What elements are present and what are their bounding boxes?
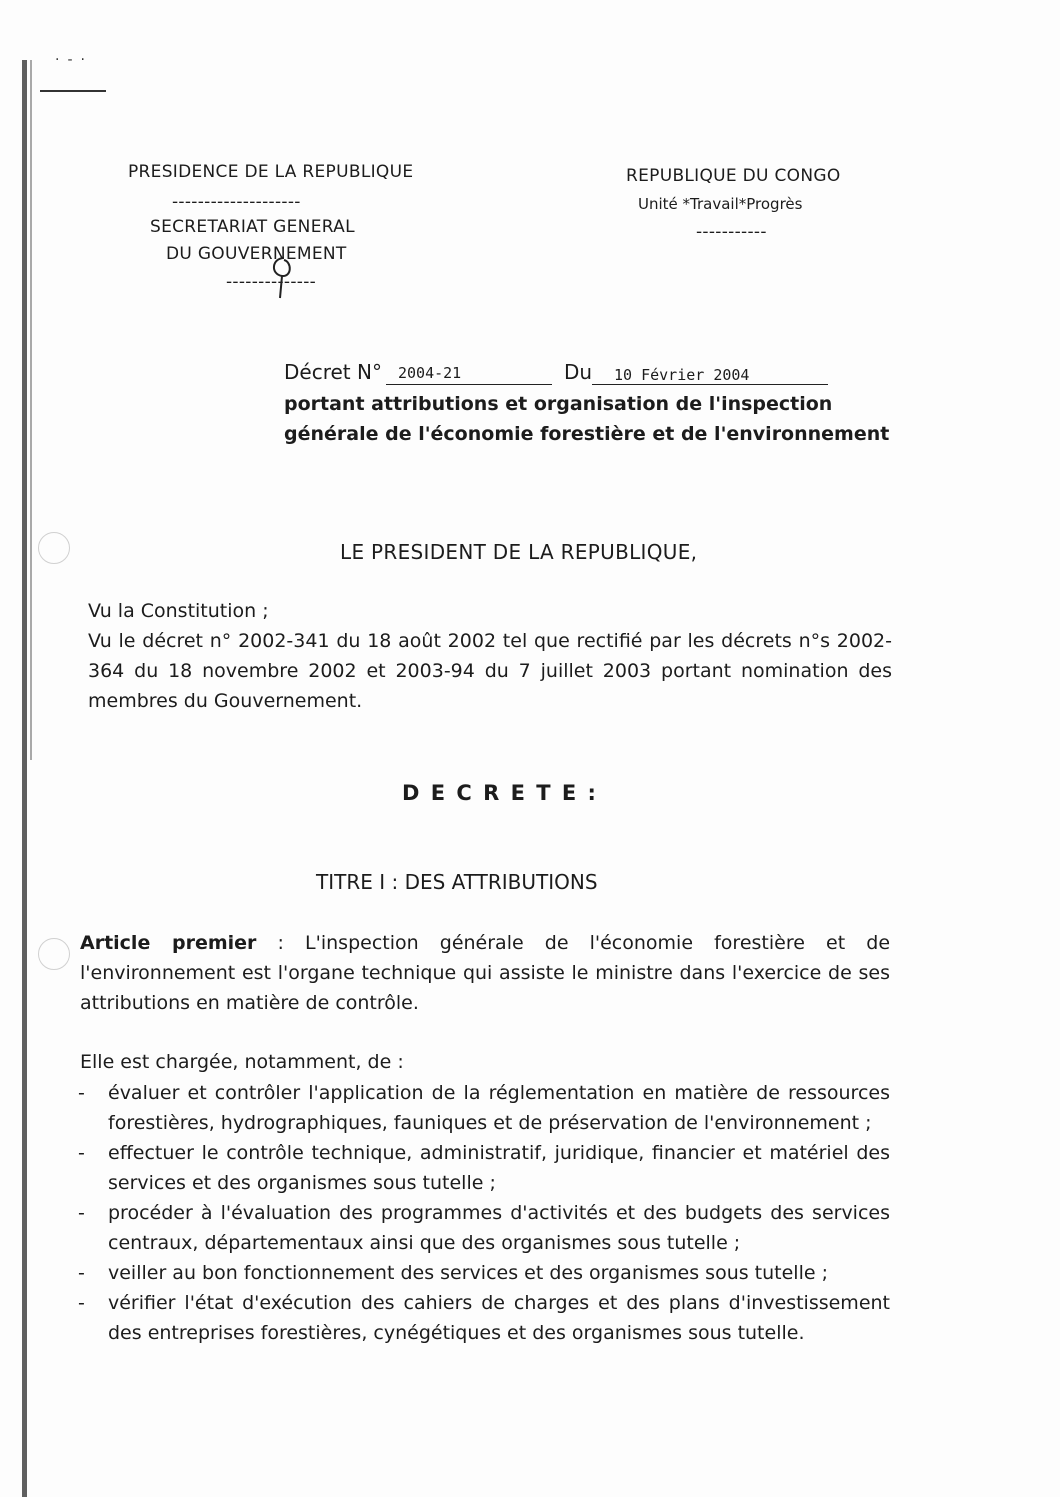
- titre-heading: TITRE I : DES ATTRIBUTIONS: [316, 870, 598, 894]
- duty-text: évaluer et contrôler l'application de la réglementation en matière de ressources forestières, hydrographiques, fauniques et de préservation de l'environnement ;: [108, 1082, 890, 1134]
- president-heading: LE PRESIDENT DE LA REPUBLIQUE,: [340, 540, 698, 564]
- list-marker: -: [78, 1262, 85, 1284]
- list-item: [78, 1258, 890, 1288]
- scan-border-mark: [22, 60, 27, 1497]
- list-marker: -: [78, 1202, 85, 1224]
- header-separator: -----------: [696, 222, 767, 242]
- list-item: [78, 1288, 890, 1348]
- scan-corner-mark: [40, 90, 106, 92]
- decree-number: 2004-21: [398, 364, 462, 382]
- decree-date-underline: [592, 384, 828, 385]
- decree-date: 10 Février 2004: [614, 366, 750, 384]
- header-republique: REPUBLIQUE DU CONGO: [626, 166, 841, 186]
- article-text: : L'inspection générale de l'économie forestière et de l'environnement est l'organe technique qui assiste le ministre dans l'exercice de ses attributions en matière de contrôle.: [80, 932, 891, 1014]
- header-separator: --------------: [226, 272, 317, 292]
- decree-number-underline: [386, 384, 552, 385]
- decree-du-label: Du: [564, 360, 593, 384]
- decree-label: Décret N°: [284, 360, 382, 384]
- list-item: [78, 1138, 890, 1198]
- duty-text: effectuer le contrôle technique, administratif, juridique, financier et matériel des services et des organismes sous tutelle ;: [108, 1142, 890, 1194]
- article-label: Article premier: [80, 932, 257, 954]
- header-presidence: PRESIDENCE DE LA REPUBLIQUE: [128, 162, 414, 182]
- list-marker: -: [78, 1142, 85, 1164]
- article-premier: [80, 928, 890, 1018]
- duty-text: procéder à l'évaluation des programmes d'activités et des budgets des services centraux, départementaux ainsi que des organismes sous tutelle ;: [108, 1202, 890, 1254]
- header-separator: --------------------: [172, 192, 301, 212]
- scan-dots: ·-·: [55, 52, 93, 68]
- list-item: [78, 1078, 890, 1138]
- decree-subject-line1: portant attributions et organisation de l'inspection: [284, 393, 833, 415]
- duty-text: vérifier l'état d'exécution des cahiers de charges et des plans d'investissement des entreprises forestières, cynégétiques et des organismes sous tutelle.: [108, 1292, 890, 1344]
- charged-intro: Elle est chargée, notamment, de :: [80, 1051, 404, 1073]
- handwritten-initial-signature: [262, 252, 302, 300]
- list-marker: -: [78, 1082, 85, 1104]
- list-item: [78, 1198, 890, 1258]
- punch-hole-bottom: [38, 938, 70, 970]
- duty-text: veiller au bon fonctionnement des services et des organismes sous tutelle ;: [108, 1262, 828, 1284]
- decree-subject-line2: générale de l'économie forestière et de l'environnement: [284, 423, 890, 445]
- decrete-heading: D E C R E T E :: [402, 781, 598, 805]
- header-motto: Unité *Travail*Progrès: [638, 195, 803, 213]
- punch-hole-top: [38, 532, 70, 564]
- header-secretariat: SECRETARIAT GENERAL: [150, 217, 355, 237]
- visa-decret: Vu le décret n° 2002-341 du 18 août 2002 tel que rectifié par les décrets n°s 2002-364 du 18 novembre 2002 et 2003-94 du 7 juillet 2003 portant nomination des membres du Gouvernement.: [88, 630, 892, 712]
- scan-border-mark-secondary: [30, 60, 32, 760]
- visa-constitution: Vu la Constitution ;: [88, 600, 269, 622]
- duties-list: [78, 1078, 890, 1348]
- list-marker: -: [78, 1292, 85, 1314]
- header-gouvernement: DU GOUVERNEMENT: [166, 244, 347, 264]
